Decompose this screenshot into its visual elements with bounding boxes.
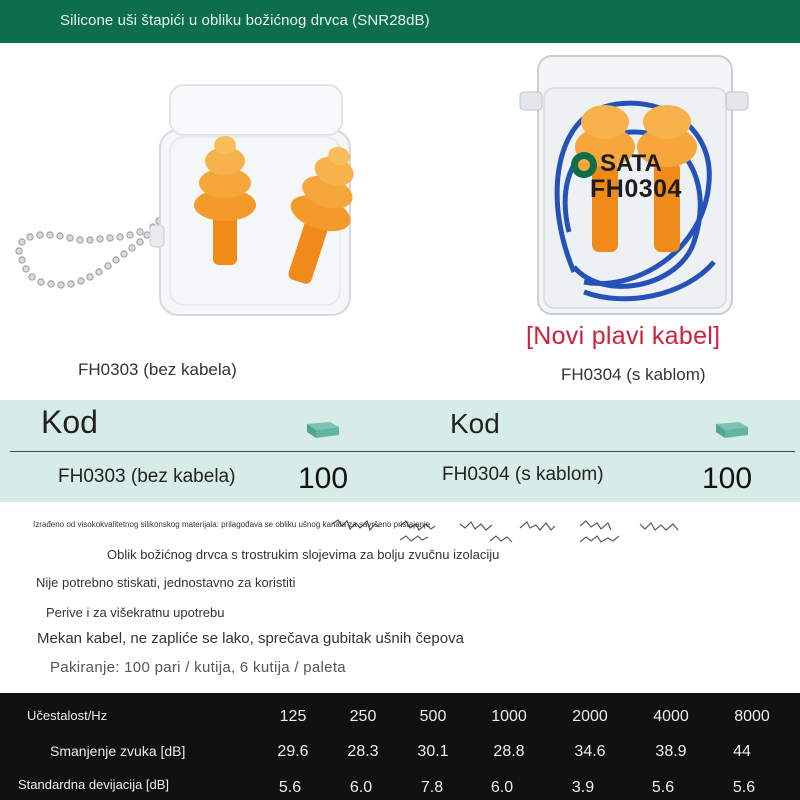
box-icon <box>304 418 342 440</box>
feature-item: Mekan kabel, ne zapliće se lako, sprečava gubitak ušnih čepova <box>37 630 464 647</box>
case-brand-text: SATA <box>600 150 662 177</box>
attenuation-cell: 30.1 <box>417 743 449 760</box>
std-dev-cell: 6.0 <box>349 779 373 796</box>
std-dev-cell: 7.8 <box>420 779 444 796</box>
product-photo-fh0303 <box>10 75 370 335</box>
new-blue-cable-tag: [Novi plavi kabel] <box>526 322 721 350</box>
handwriting-scribble <box>330 514 730 544</box>
std-dev-cell: 3.9 <box>571 779 595 796</box>
header-bar <box>0 0 800 43</box>
freq-cell: 2000 <box>572 708 608 725</box>
freq-cell: 8000 <box>734 708 770 725</box>
attenuation-cell: 28.8 <box>493 743 525 760</box>
feature-item: Pakiranje: 100 pari / kutija, 6 kutija / paleta <box>50 659 346 676</box>
freq-cell: 4000 <box>653 708 689 725</box>
product-caption-fh0304: FH0304 (s kablom) <box>561 365 706 384</box>
code-heading-left: Kod <box>41 404 98 440</box>
ball-chain <box>16 218 162 288</box>
std-dev-cell: 5.6 <box>732 779 756 796</box>
freq-cell: 125 <box>279 708 307 725</box>
code-heading-right: Kod <box>450 408 500 439</box>
row-label-attenuation: Smanjenje zvuka [dB] <box>50 743 186 759</box>
attenuation-cell: 44 <box>733 743 751 760</box>
box-icon <box>713 418 751 440</box>
attenuation-cell: 34.6 <box>574 743 606 760</box>
page-title: Silicone uši štapići u obliku božićnog drvca (SNR28dB) <box>60 12 430 29</box>
product-caption-fh0303: FH0303 (bez kabela) <box>78 360 237 379</box>
code-qty-fh0303: 100 <box>298 462 349 495</box>
feature-item: Nije potrebno stiskati, jednostavno za koristiti <box>36 575 296 590</box>
freq-cell: 250 <box>349 708 377 725</box>
feature-item: Perive i za višekratnu upotrebu <box>46 605 225 620</box>
code-qty-fh0304: 100 <box>702 462 753 495</box>
attenuation-cell: 38.9 <box>655 743 687 760</box>
freq-cell: 1000 <box>491 708 527 725</box>
code-model-fh0304: FH0304 (s kablom) <box>442 464 604 485</box>
case-model-text: FH0304 <box>590 175 682 203</box>
divider <box>10 451 795 452</box>
std-dev-cell: 5.6 <box>651 779 675 796</box>
code-model-fh0303: FH0303 (bez kabela) <box>58 466 236 487</box>
row-label-frequency: Učestalost/Hz <box>27 708 108 723</box>
attenuation-cell: 28.3 <box>347 743 379 760</box>
attenuation-cell: 29.6 <box>277 743 309 760</box>
std-dev-cell: 6.0 <box>490 779 514 796</box>
feature-item: Izrađeno od visokokvalitetnog silikonskog materijala: prilagođava se obliku ušnog kanala za savršeno pristajanje <box>33 520 431 529</box>
std-dev-cell: 5.6 <box>278 779 302 796</box>
feature-item: Oblik božićnog drvca s trostrukim slojevima za bolju zvučnu izolaciju <box>107 547 500 562</box>
freq-cell: 500 <box>419 708 447 725</box>
row-label-std-dev: Standardna devijacija [dB] <box>18 777 170 792</box>
